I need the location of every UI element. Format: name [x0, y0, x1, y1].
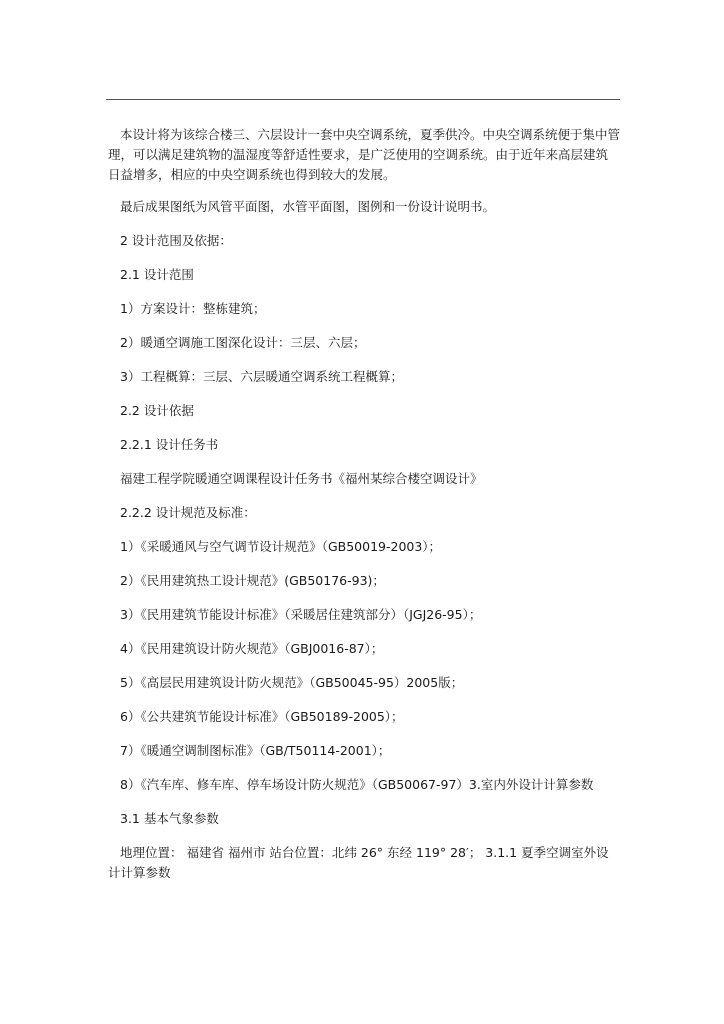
document-body [108, 125, 620, 883]
standard-item: 8）《汽车库、修车库、停车场设计防火规范》（GB50067-97）3.室内外设计计算参数 [120, 777, 594, 792]
header-rule [106, 99, 620, 100]
subsection-heading: 2.2 设计依据 [120, 403, 194, 418]
subsubsection-heading: 2.2.1 设计任务书 [120, 437, 219, 452]
list-item: 3）工程概算：三层、六层暖通空调系统工程概算； [120, 369, 403, 384]
standard-item: 1）《采暖通风与空气调节设计规范》（GB50019-2003）； [120, 539, 442, 554]
section-heading: 2 设计范围及依据： [120, 233, 232, 248]
intro-paragraph: 本设计将为该综合楼三、六层设计一套中央空调系统，夏季供冷。中央空调系统便于集中管理，可以满足建筑物的温湿度等舒适性要求，是广泛使用的空调系统。由于近年来高层建筑日益增多，相应的中央空调系统也得到较大的发展。 [108, 127, 621, 182]
task-book-line: 福建工程学院暖通空调课程设计任务书《福州某综合楼空调设计》 [120, 471, 483, 486]
subsubsection-heading: 2.2.2 设计规范及标准： [120, 505, 256, 520]
list-item: 1）方案设计：整栋建筑； [120, 301, 266, 316]
subsection-heading: 3.1 基本气象参数 [120, 811, 219, 826]
standard-item: 4）《民用建筑设计防火规范》（GBJ0016-87）； [120, 641, 384, 656]
standard-item: 6）《公共建筑节能设计标准》（GB50189-2005）； [120, 709, 404, 724]
standard-item: 3）《民用建筑节能设计标准》（采暖居住建筑部分）（JGJ26-95）； [120, 607, 482, 622]
standard-item: 7）《暖通空调制图标准》（GB/T50114-2001）； [120, 743, 391, 758]
standard-item: 2）《民用建筑热工设计规范》(GB50176-93)； [120, 573, 385, 588]
deliverables-paragraph: 最后成果图纸为风管平面图，水管平面图，图例和一份设计说明书。 [120, 199, 496, 214]
standard-item: 5）《高层民用建筑设计防火规范》（GB50045-95）2005版； [120, 675, 464, 690]
list-item: 2）暖通空调施工图深化设计：三层、六层； [120, 335, 366, 350]
subsection-heading: 2.1 设计范围 [120, 267, 194, 282]
location-paragraph: 地理位置： 福建省 福州市 站台位置：北纬 26° 东经 119° 28′； 3.1.1 夏季空调室外设计计算参数 [108, 845, 609, 880]
